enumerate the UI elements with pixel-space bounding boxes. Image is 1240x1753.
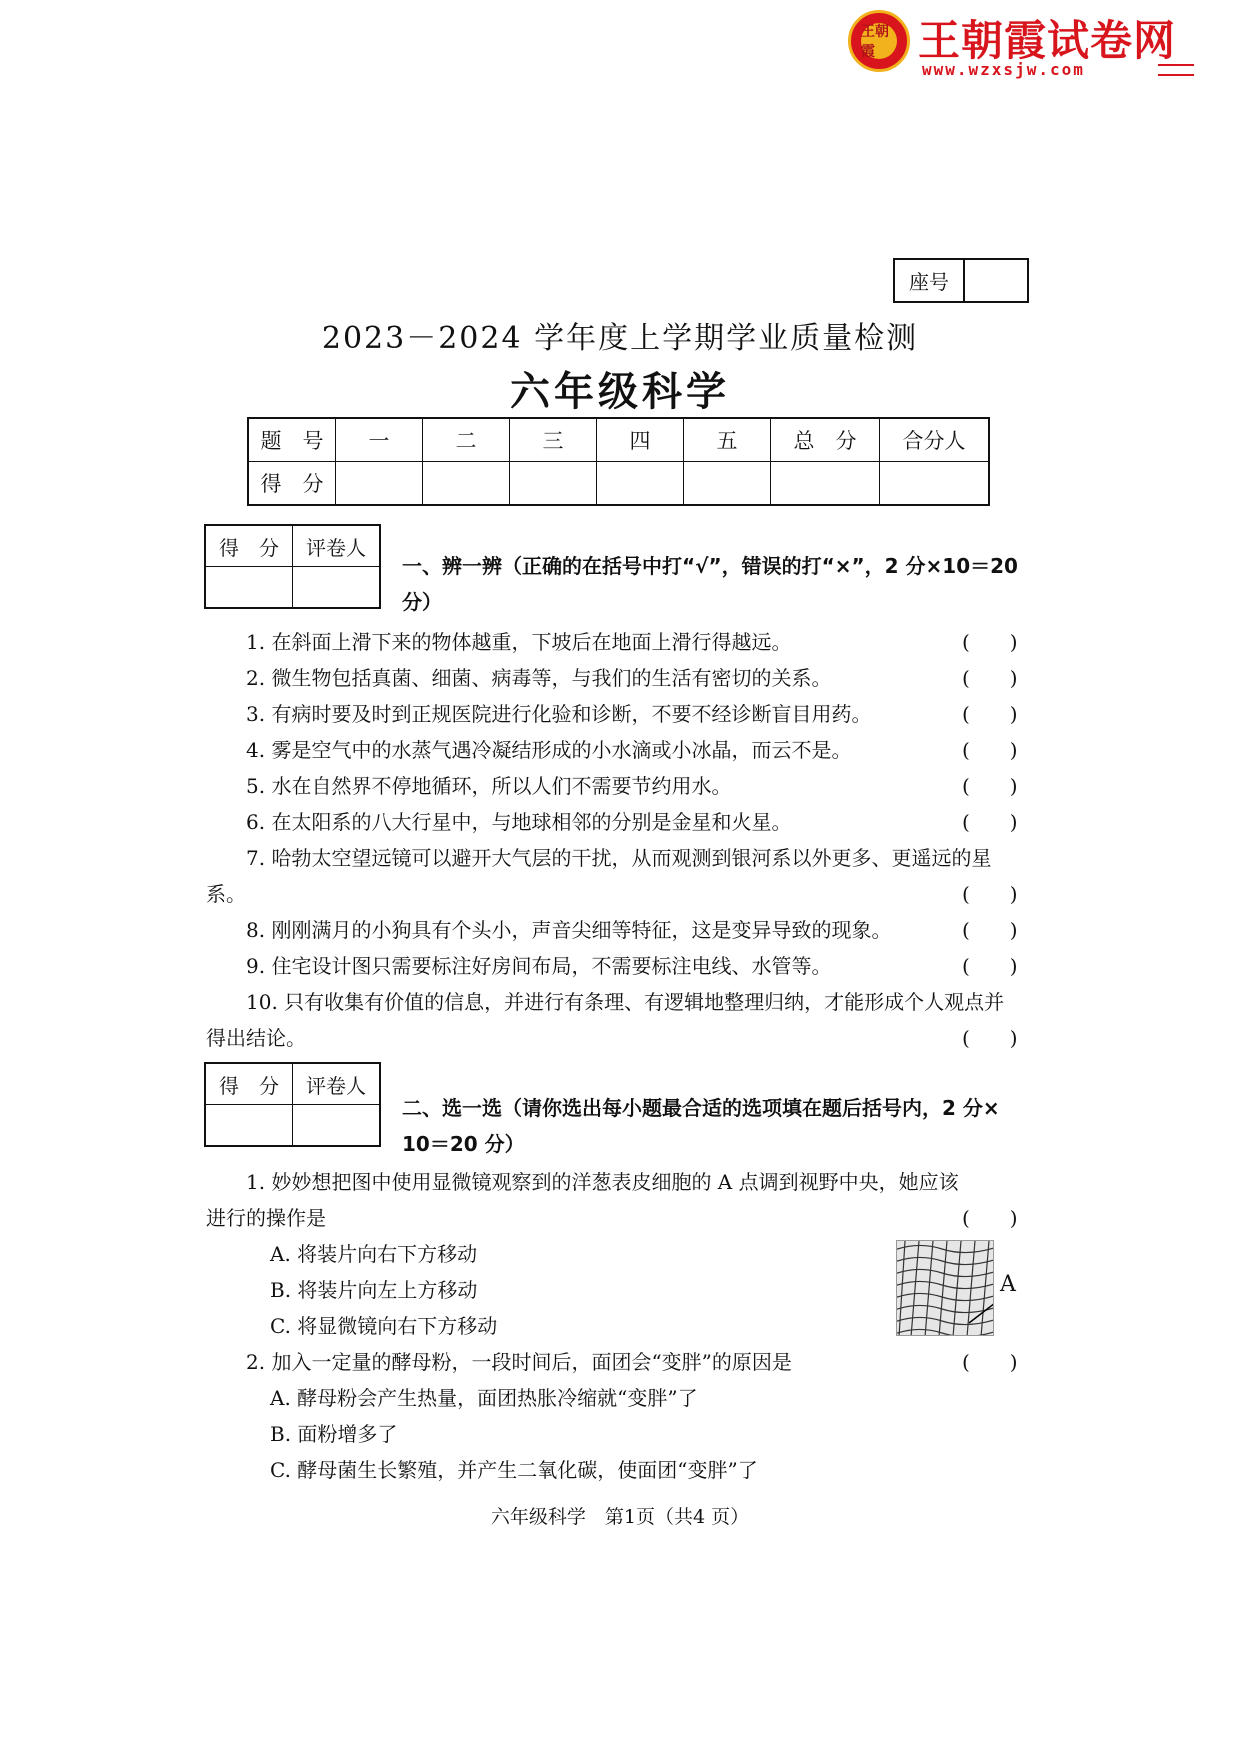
option-item: B. 面粉增多了	[270, 1422, 398, 1446]
onion-cell-svg	[897, 1241, 994, 1336]
option-item: C. 酵母菌生长繁殖，并产生二氧化碳，使面团“变胖”了	[270, 1458, 758, 1482]
question-item: 5. 水在自然界不停地循环，所以人们不需要节约用水。	[246, 774, 732, 798]
answer-paren[interactable]: ( )	[962, 954, 1018, 978]
option-item: A. 将装片向右下方移动	[270, 1242, 478, 1266]
score-header-cell: 三	[510, 418, 597, 462]
score-cell[interactable]	[597, 462, 684, 506]
exam-title: 2023－2024 学年度上学期学业质量检测	[321, 321, 919, 356]
question-item-cont: 得出结论。	[206, 1026, 306, 1050]
figure-label-a: A	[1000, 1272, 1016, 1297]
question-item: 1. 在斜面上滑下来的物体越重，下坡后在地面上滑行得越远。	[246, 630, 792, 654]
grader-score-label: 得 分	[205, 1063, 293, 1105]
logo-lines-decoration	[1158, 64, 1194, 76]
answer-paren[interactable]: ( )	[962, 1206, 1018, 1230]
answer-paren[interactable]: ( )	[962, 810, 1018, 834]
answer-paren[interactable]: ( )	[962, 1350, 1018, 1374]
score-header-cell: 题 号	[248, 418, 336, 462]
question-item-cont: 系。	[206, 882, 246, 906]
section2-grader-box	[204, 1062, 381, 1147]
question-item: 9. 住宅设计图只需要标注好房间布局，不需要标注电线、水管等。	[246, 954, 832, 978]
score-header-cell: 四	[597, 418, 684, 462]
answer-paren[interactable]: ( )	[962, 774, 1018, 798]
score-cell[interactable]	[423, 462, 510, 506]
answer-paren[interactable]: ( )	[962, 882, 1018, 906]
grader-score-cell[interactable]	[205, 1105, 293, 1147]
score-header-cell: 总 分	[771, 418, 880, 462]
question-item: 2. 微生物包括真菌、细菌、病毒等，与我们的生活有密切的关系。	[246, 666, 832, 690]
score-row-label: 得 分	[248, 462, 336, 506]
answer-paren[interactable]: ( )	[962, 702, 1018, 726]
section1-grader-box	[204, 524, 381, 609]
logo-emblem-icon: 王朝霞	[848, 10, 910, 72]
option-item: C. 将显微镜向右下方移动	[270, 1314, 498, 1338]
seat-number-blank[interactable]	[965, 260, 1027, 301]
option-item: A. 酵母粉会产生热量，面团热胀冷缩就“变胖”了	[270, 1386, 698, 1410]
option-item: B. 将装片向左上方移动	[270, 1278, 478, 1302]
score-table-header-row	[248, 418, 989, 462]
seat-number-box	[893, 258, 1029, 303]
logo-url: www.wzxsjw.com	[922, 60, 1085, 79]
question-item: 3. 有病时要及时到正规医院进行化验和诊断，不要不经诊断盲目用药。	[246, 702, 872, 726]
score-header-cell: 五	[684, 418, 771, 462]
grader-score-cell[interactable]	[205, 567, 293, 609]
answer-paren[interactable]: ( )	[962, 630, 1018, 654]
score-cell[interactable]	[684, 462, 771, 506]
answer-paren[interactable]: ( )	[962, 918, 1018, 942]
question-item: 1. 妙妙想把图中使用显微镜观察到的洋葱表皮细胞的 A 点调到视野中央，她应该	[246, 1170, 959, 1194]
answer-paren[interactable]: ( )	[962, 738, 1018, 762]
score-cell[interactable]	[880, 462, 990, 506]
question-item: 2. 加入一定量的酵母粉，一段时间后，面团会“变胖”的原因是	[246, 1350, 792, 1374]
score-cell[interactable]	[336, 462, 423, 506]
grader-name-cell[interactable]	[293, 1105, 381, 1147]
score-header-cell: 合分人	[880, 418, 990, 462]
question-item-cont: 进行的操作是	[206, 1206, 326, 1230]
score-cell[interactable]	[771, 462, 880, 506]
section2-title: 二、选一选（请你选出每小题最合适的选项填在题后括号内，2 分× 10＝20 分）	[402, 1096, 1000, 1156]
score-header-cell: 一	[336, 418, 423, 462]
grader-label: 评卷人	[293, 525, 381, 567]
score-cell[interactable]	[510, 462, 597, 506]
answer-paren[interactable]: ( )	[962, 1026, 1018, 1050]
grader-label: 评卷人	[293, 1063, 381, 1105]
onion-cell-figure	[896, 1240, 994, 1336]
score-table	[247, 417, 990, 506]
page-footer: 六年级科学 第1页（共4 页）	[490, 1506, 750, 1528]
score-table-row	[248, 462, 989, 506]
grader-name-cell[interactable]	[293, 567, 381, 609]
logo-name: 王朝霞试卷网	[918, 16, 1177, 65]
question-item: 6. 在太阳系的八大行星中，与地球相邻的分别是金星和火星。	[246, 810, 792, 834]
site-logo	[848, 10, 1188, 79]
question-item: 8. 刚刚满月的小狗具有个头小，声音尖细等特征，这是变异导致的现象。	[246, 918, 892, 942]
question-item: 10. 只有收集有价值的信息，并进行有条理、有逻辑地整理归纳，才能形成个人观点并	[246, 990, 1005, 1014]
subject-title: 六年级科学	[510, 369, 730, 415]
seat-label: 座号	[895, 260, 965, 301]
answer-paren[interactable]: ( )	[962, 666, 1018, 690]
grader-score-label: 得 分	[205, 525, 293, 567]
section1-title: 一、辨一辨（正确的在括号中打“√”，错误的打“×”，2 分×10＝20 分）	[402, 554, 1018, 614]
score-header-cell: 二	[423, 418, 510, 462]
question-item: 4. 雾是空气中的水蒸气遇冷凝结形成的小水滴或小冰晶，而云不是。	[246, 738, 852, 762]
question-item: 7. 哈勃太空望远镜可以避开大气层的干扰，从而观测到银河系以外更多、更遥远的星	[246, 846, 992, 870]
